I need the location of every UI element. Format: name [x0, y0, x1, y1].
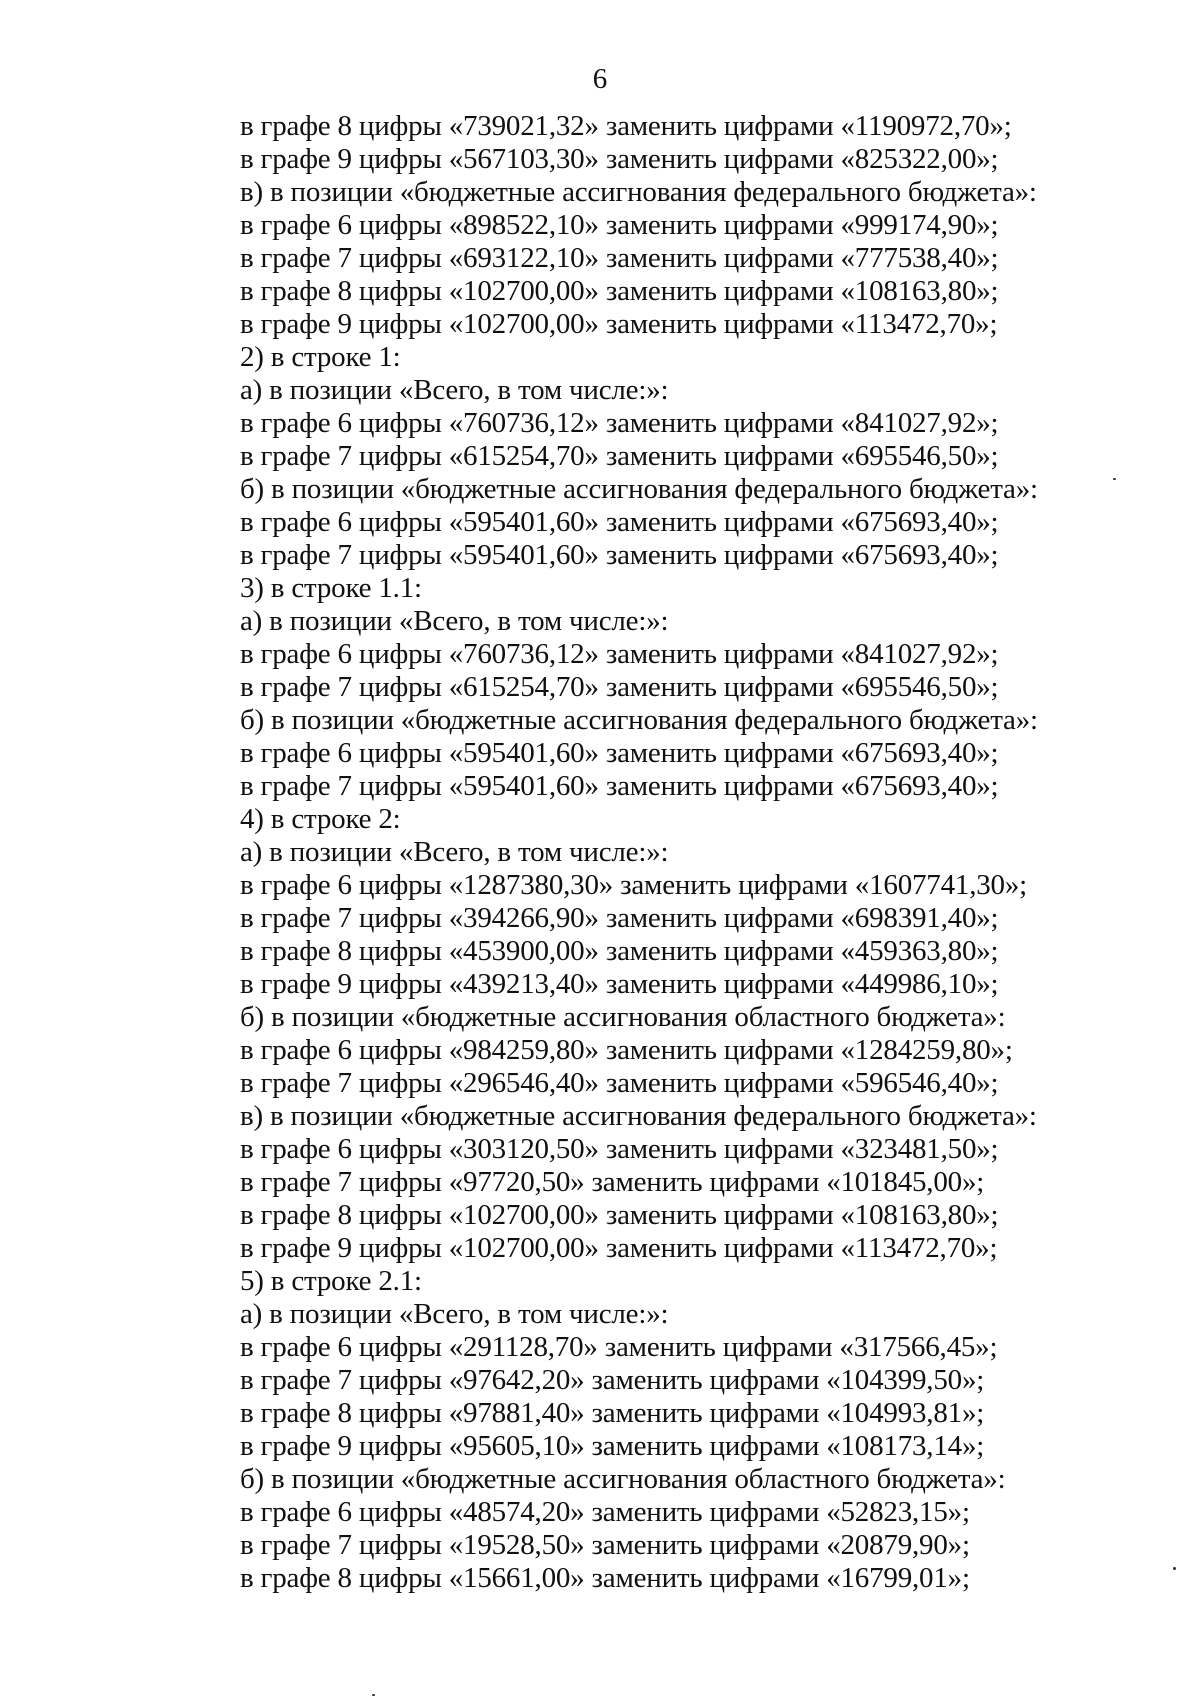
text-line: б) в позиции «бюджетные ассигнования федерального бюджета»:	[240, 473, 1038, 505]
text-line: в графе 7 цифры «595401,60» заменить цифрами «675693,40»;	[240, 770, 999, 802]
text-line: в графе 8 цифры «102700,00» заменить цифрами «108163,80»;	[240, 1199, 999, 1231]
scan-speck	[372, 1694, 375, 1696]
document-body	[240, 110, 1140, 1595]
text-line: в графе 9 цифры «102700,00» заменить цифрами «113472,70»;	[240, 308, 998, 340]
section-heading: 4) в строке 2:	[240, 803, 401, 835]
text-line: в графе 7 цифры «615254,70» заменить цифрами «695546,50»;	[240, 671, 999, 703]
text-line: в графе 9 цифры «95605,10» заменить цифрами «108173,14»;	[240, 1430, 985, 1462]
section-heading: 5) в строке 2.1:	[240, 1265, 422, 1297]
text-line: в графе 6 цифры «595401,60» заменить цифрами «675693,40»;	[240, 737, 999, 769]
text-line: а) в позиции «Всего, в том числе:»:	[240, 374, 669, 406]
scan-speck	[1113, 478, 1116, 480]
text-line: в графе 7 цифры «296546,40» заменить цифрами «596546,40»;	[240, 1067, 999, 1099]
page-number: 6	[592, 63, 608, 95]
text-line: в графе 8 цифры «15661,00» заменить цифрами «16799,01»;	[240, 1562, 970, 1594]
text-line: в графе 9 цифры «102700,00» заменить цифрами «113472,70»;	[240, 1232, 998, 1264]
text-line: б) в позиции «бюджетные ассигнования областного бюджета»:	[240, 1001, 1006, 1033]
text-line: в графе 9 цифры «567103,30» заменить цифрами «825322,00»;	[240, 143, 999, 175]
text-line: б) в позиции «бюджетные ассигнования федерального бюджета»:	[240, 704, 1038, 736]
text-line: в графе 6 цифры «48574,20» заменить цифрами «52823,15»;	[240, 1496, 970, 1528]
text-line: в графе 6 цифры «1287380,30» заменить цифрами «1607741,30»;	[240, 869, 1028, 901]
text-line: а) в позиции «Всего, в том числе:»:	[240, 836, 669, 868]
text-line: в графе 8 цифры «102700,00» заменить цифрами «108163,80»;	[240, 275, 999, 307]
text-line: в) в позиции «бюджетные ассигнования федерального бюджета»:	[240, 176, 1037, 208]
text-line: в графе 6 цифры «303120,50» заменить цифрами «323481,50»;	[240, 1133, 999, 1165]
text-line: в графе 8 цифры «97881,40» заменить цифрами «104993,81»;	[240, 1397, 985, 1429]
text-line: в графе 7 цифры «19528,50» заменить цифрами «20879,90»;	[240, 1529, 970, 1561]
text-line: а) в позиции «Всего, в том числе:»:	[240, 605, 669, 637]
text-line: в графе 6 цифры «595401,60» заменить цифрами «675693,40»;	[240, 506, 999, 538]
text-line: в графе 6 цифры «984259,80» заменить цифрами «1284259,80»;	[240, 1034, 1013, 1066]
text-line: в) в позиции «бюджетные ассигнования федерального бюджета»:	[240, 1100, 1037, 1132]
text-line: в графе 8 цифры «453900,00» заменить цифрами «459363,80»;	[240, 935, 999, 967]
text-line: в графе 7 цифры «693122,10» заменить цифрами «777538,40»;	[240, 242, 999, 274]
text-line: в графе 8 цифры «739021,32» заменить цифрами «1190972,70»;	[240, 110, 1012, 142]
text-line: б) в позиции «бюджетные ассигнования областного бюджета»:	[240, 1463, 1006, 1495]
text-line: в графе 6 цифры «760736,12» заменить цифрами «841027,92»;	[240, 638, 999, 670]
text-line: в графе 6 цифры «760736,12» заменить цифрами «841027,92»;	[240, 407, 999, 439]
section-heading: 2) в строке 1:	[240, 341, 401, 373]
text-line: а) в позиции «Всего, в том числе:»:	[240, 1298, 669, 1330]
text-line: в графе 7 цифры «97642,20» заменить цифрами «104399,50»;	[240, 1364, 985, 1396]
text-line: в графе 7 цифры «595401,60» заменить цифрами «675693,40»;	[240, 539, 999, 571]
text-line: в графе 9 цифры «439213,40» заменить цифрами «449986,10»;	[240, 968, 999, 1000]
text-line: в графе 7 цифры «97720,50» заменить цифрами «101845,00»;	[240, 1166, 985, 1198]
text-line: в графе 6 цифры «291128,70» заменить цифрами «317566,45»;	[240, 1331, 998, 1363]
text-line: в графе 6 цифры «898522,10» заменить цифрами «999174,90»;	[240, 209, 999, 241]
text-line: в графе 7 цифры «394266,90» заменить цифрами «698391,40»;	[240, 902, 999, 934]
text-line: в графе 7 цифры «615254,70» заменить цифрами «695546,50»;	[240, 440, 999, 472]
scan-speck	[1173, 1567, 1176, 1570]
section-heading: 3) в строке 1.1:	[240, 572, 422, 604]
